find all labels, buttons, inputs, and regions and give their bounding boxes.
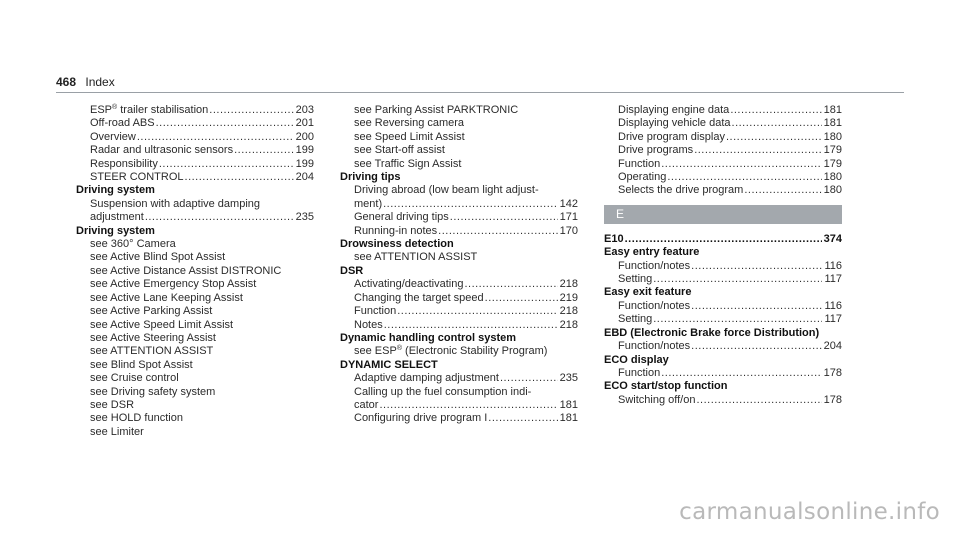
page-ref: 235 [295,211,314,224]
section-title: Index [85,75,115,89]
page-ref: 116 [824,259,842,272]
dot-leader [696,394,821,407]
entry-text [618,273,652,286]
dot-leader [438,225,557,238]
entry-label: see Active Lane Keeping Assist [90,291,243,304]
entry-label: Displaying vehicle data [618,117,731,130]
index-subentry [604,260,842,273]
index-subentry [76,198,314,211]
index-subentry [76,319,314,332]
entry-text [354,412,487,425]
entry-label: Selects the drive program [618,184,744,197]
index-subentry [604,367,842,380]
index-subentry [604,158,842,171]
page-ref: 219 [559,291,578,304]
index-subentry [604,273,842,286]
index-subentry [76,359,314,372]
page-ref: 180 [823,171,842,184]
dot-leader [691,260,822,273]
registered-mark: ® [112,104,118,111]
entry-label: Driving system [76,224,155,237]
dot-leader [625,233,822,246]
entry-text [618,300,690,313]
index-subentry [340,144,578,157]
entry-text [90,332,216,344]
dot-leader [732,117,822,130]
entry-label: see Active Blind Spot Assist [90,251,226,264]
index-entry [76,184,314,197]
page-ref: 142 [559,197,578,210]
entry-text [618,184,743,197]
index-subentry [604,300,842,313]
index-subentry [604,171,842,184]
entry-label: ment) [354,197,383,210]
index-subentry [76,372,314,385]
registered-mark: ® [396,345,402,353]
dot-leader [209,104,293,117]
entry-label: Setting [618,313,653,326]
page-ref: 218 [559,305,578,318]
entry-text [354,386,531,398]
entry-label: General driving tips [354,211,449,224]
dot-leader [397,305,557,318]
entry-text [354,305,396,318]
index-subentry [604,104,842,117]
index-entry [340,332,578,345]
entry-text [90,345,213,357]
entry-text [90,359,193,371]
entry-text [618,367,660,380]
entry-text [90,144,233,157]
index-subentry [604,117,842,130]
entry-label: see Parking Assist PARKTRONIC [354,104,519,116]
dot-leader [379,399,557,412]
entry-text [354,251,477,263]
index-subentry [604,131,842,144]
entry-label: see Start-off assist [354,144,445,157]
entry-label: Running-in notes [354,224,438,237]
dot-leader [500,372,558,385]
entry-text [90,131,136,144]
index-subentry [76,117,314,130]
entry-text [340,265,363,277]
index-subentry [604,184,842,197]
page-ref: 200 [295,130,314,143]
index-subentry [76,332,314,345]
entry-label: see Speed Limit Assist [354,130,465,143]
index-subentry [604,340,842,353]
entry-label: see HOLD function [90,412,183,425]
dot-leader [661,367,821,380]
entry-label: see ATTENTION ASSIST [354,251,478,264]
entry-text [604,380,727,392]
entry-text [618,260,690,273]
index-subentry [76,104,314,117]
entry-text [90,278,256,290]
entry-label: Function [618,157,661,170]
dot-leader [653,273,822,286]
dot-leader [464,278,557,291]
dot-leader [185,171,294,184]
entry-label: see 360° Camera [90,238,176,251]
entry-text [90,238,176,250]
index-subentry [604,394,842,407]
page-ref: 199 [295,157,314,170]
index-entry [604,327,842,340]
entry-label: Adaptive damping adjustment [354,372,499,385]
entry-label: see Reversing camera [354,117,465,130]
page-ref: 179 [823,144,842,157]
header-divider [56,92,904,93]
index-entry [604,354,842,367]
entry-text [604,246,699,258]
entry-label: Easy entry feature [604,246,700,259]
entry-label: cator [354,398,379,411]
page-ref: 171 [559,211,578,224]
index-entry [340,171,578,184]
index-subentry [76,158,314,171]
index-letter-heading [604,205,842,224]
entry-label: Setting [618,273,653,286]
entry-label: see Traffic Sign Assist [354,157,462,170]
entry-label: Overview [90,130,136,143]
entry-label: see ESP [354,345,397,358]
dot-leader [744,184,821,197]
entry-label: Function/notes [618,340,691,353]
entry-text [90,399,134,411]
entry-label: see Driving safety system [90,385,216,398]
index-entry [604,233,842,246]
index-entry [76,225,314,238]
dot-leader [488,412,557,425]
index-subentry [340,292,578,305]
page-ref: 180 [823,184,842,197]
entry-label: E10 [604,232,624,245]
index-subentry [340,158,578,171]
entry-label: DYNAMIC SELECT [340,358,438,371]
entry-text [354,158,461,170]
dot-leader [485,292,558,305]
entry-label: see Cruise control [90,372,179,385]
dot-leader [137,131,294,144]
entry-label: see Blind Spot Assist [90,358,193,371]
entry-label: Drowsiness detection [340,238,454,251]
index-subentry [76,211,314,224]
page-ref: 170 [559,224,578,237]
entry-text [340,171,401,183]
entry-text [618,340,690,353]
dot-leader [234,144,294,157]
entry-text [354,319,383,332]
entry-text [354,278,463,291]
entry-label: Calling up the fuel consumption indi- [354,385,532,398]
index-entry [340,265,578,278]
entry-label: see ATTENTION ASSIST [90,345,214,358]
index-subentry [340,184,578,197]
page-ref: 178 [823,393,842,406]
entry-label: Function/notes [618,259,691,272]
entry-label: Dynamic handling control system [340,331,517,344]
index-subentry [76,305,314,318]
entry-text [90,198,260,210]
entry-text [354,144,445,156]
dot-leader [384,319,558,332]
entry-text [90,426,144,438]
entry-label: Changing the target speed [354,291,484,304]
index-subentry [340,386,578,399]
page-ref: 199 [295,144,314,157]
entry-label: EBD (Electronic Brake force Distribution) [604,326,820,339]
entry-label: Driving abroad (low beam light adjust- [354,184,539,197]
index-column-1 [76,104,314,439]
index-subentry [76,412,314,425]
entry-label: Easy exit feature [604,286,692,299]
entry-label: see Active Steering Assist [90,331,216,344]
dot-leader [726,131,822,144]
index-subentry [604,313,842,326]
entry-text [604,327,819,339]
entry-label: Function/notes [618,299,691,312]
entry-text [618,131,725,144]
index-subentry [76,131,314,144]
entry-text [354,184,539,196]
index-subentry [340,211,578,224]
index-subentry [340,399,578,412]
entry-label: see Active Parking Assist [90,305,213,318]
entry-label: see DSR [90,398,135,411]
entry-text [76,225,155,237]
entry-text [354,131,465,143]
index-subentry [340,198,578,211]
entry-text [618,171,666,184]
page-ref: 204 [295,171,314,184]
index-subentry [340,225,578,238]
entry-text [618,394,695,407]
entry-text [604,354,669,366]
page-ref: 374 [823,232,842,245]
entry-label: see Active Speed Limit Assist [90,318,234,331]
index-subentry [76,345,314,358]
entry-text [618,313,652,326]
page-ref: 181 [823,104,842,116]
page-ref: 181 [559,398,578,411]
entry-text [90,158,158,171]
entry-text [618,158,660,171]
index-subentry [76,238,314,251]
entry-text [604,286,691,298]
entry-label: STEER CONTROL [90,171,184,184]
index-subentry [76,251,314,264]
dot-leader [661,158,821,171]
entry-label: Function [618,366,661,379]
entry-text [354,225,437,238]
page-ref: 204 [823,340,842,353]
page-ref: 203 [295,104,314,116]
page-ref: 117 [824,273,842,286]
index-subentry [340,131,578,144]
page-ref: 179 [823,157,842,170]
entry-text [90,104,208,117]
entry-label: Switching off/on [618,393,696,406]
index-entry [604,286,842,299]
watermark: carmanualsonline.info [679,499,940,525]
dot-leader [730,104,821,117]
page-number: 468 [56,75,77,89]
entry-label: Notes [354,318,383,331]
entry-label: Off-road ABS [90,117,155,130]
index-subentry [76,426,314,439]
entry-label: adjustment [90,211,144,224]
index-subentry [76,399,314,412]
index-subentry [340,345,578,358]
entry-text [354,345,547,357]
dot-leader [691,300,822,313]
dot-leader [450,211,558,224]
index-entry [604,380,842,393]
entry-label-cont: (Electronic Stability Program) [401,345,548,358]
index-subentry [76,386,314,399]
entry-label: see Limiter [90,425,144,438]
dot-leader [667,171,821,184]
entry-label-cont: trailer stabilisation [117,104,209,116]
index-entry [340,238,578,251]
page-ref: 201 [295,117,314,130]
entry-text [354,292,484,305]
dot-leader [159,158,294,171]
index-subentry [340,251,578,264]
index-subentry [76,171,314,184]
entry-label: Drive program display [618,130,725,143]
page-ref: 116 [824,299,842,312]
entry-label: Configuring drive program I [354,412,488,425]
entry-text [90,386,215,398]
entry-label: Function [354,305,397,318]
entry-text [354,372,499,385]
page-header [56,75,115,89]
entry-label: see Active Emergency Stop Assist [90,278,257,291]
page-ref: 178 [823,366,842,379]
entry-label: Drive programs [618,144,694,157]
entry-text [90,319,233,331]
entry-text [604,233,624,246]
index-entry [340,359,578,372]
entry-text [354,104,518,116]
entry-text [618,117,731,130]
entry-text [354,211,449,224]
index-subentry [340,372,578,385]
entry-text [76,184,155,196]
entry-text [618,144,693,157]
entry-text [90,292,243,304]
entry-label: Driving system [76,184,155,197]
index-subentry [340,305,578,318]
entry-text [90,372,179,384]
dot-leader [145,211,294,224]
page-ref: 117 [824,313,842,326]
entry-label: DSR [340,264,364,277]
entry-text [90,171,184,184]
page-ref: 235 [559,372,578,385]
entry-text [90,117,155,130]
index-subentry [604,144,842,157]
entry-text [90,305,212,317]
entry-text [90,265,281,277]
index-subentry [76,265,314,278]
index-subentry [340,117,578,130]
entry-label: see Active Distance Assist DISTRONIC [90,264,282,277]
index-subentry [340,319,578,332]
dot-leader [156,117,294,130]
entry-text [90,412,183,424]
letter-label: E [616,206,625,221]
entry-label: Radar and ultrasonic sensors [90,144,234,157]
entry-label: Displaying engine data [618,104,730,116]
entry-label: Responsibility [90,157,158,170]
entry-label: ECO start/stop function [604,380,728,393]
index-entry [604,246,842,259]
entry-text [340,359,438,371]
page-ref: 180 [823,130,842,143]
entry-text [618,104,729,117]
entry-label: Driving tips [340,171,401,184]
dot-leader [691,340,821,353]
index-column-3 [604,104,842,407]
page-ref: 181 [559,412,578,425]
entry-text [354,399,378,412]
index-subentry [76,278,314,291]
index-subentry [340,104,578,117]
entry-label: Activating/deactivating [354,278,464,291]
index-subentry [340,278,578,291]
entry-label: ESP [90,104,113,116]
entry-text [354,117,464,129]
entry-text [340,332,516,344]
index-column-2 [340,104,578,426]
page-ref: 218 [559,278,578,291]
entry-text [90,251,225,263]
dot-leader [694,144,821,157]
index-subentry [340,412,578,425]
entry-label: Operating [618,171,667,184]
dot-leader [383,198,558,211]
index-subentry [76,292,314,305]
entry-text [354,198,382,211]
page-ref: 181 [823,117,842,130]
page-ref: 218 [559,318,578,331]
dot-leader [653,313,822,326]
entry-text [90,211,144,224]
entry-label: Suspension with adaptive damping [90,197,261,210]
entry-text [340,238,454,250]
index-subentry [76,144,314,157]
entry-label: ECO display [604,353,669,366]
